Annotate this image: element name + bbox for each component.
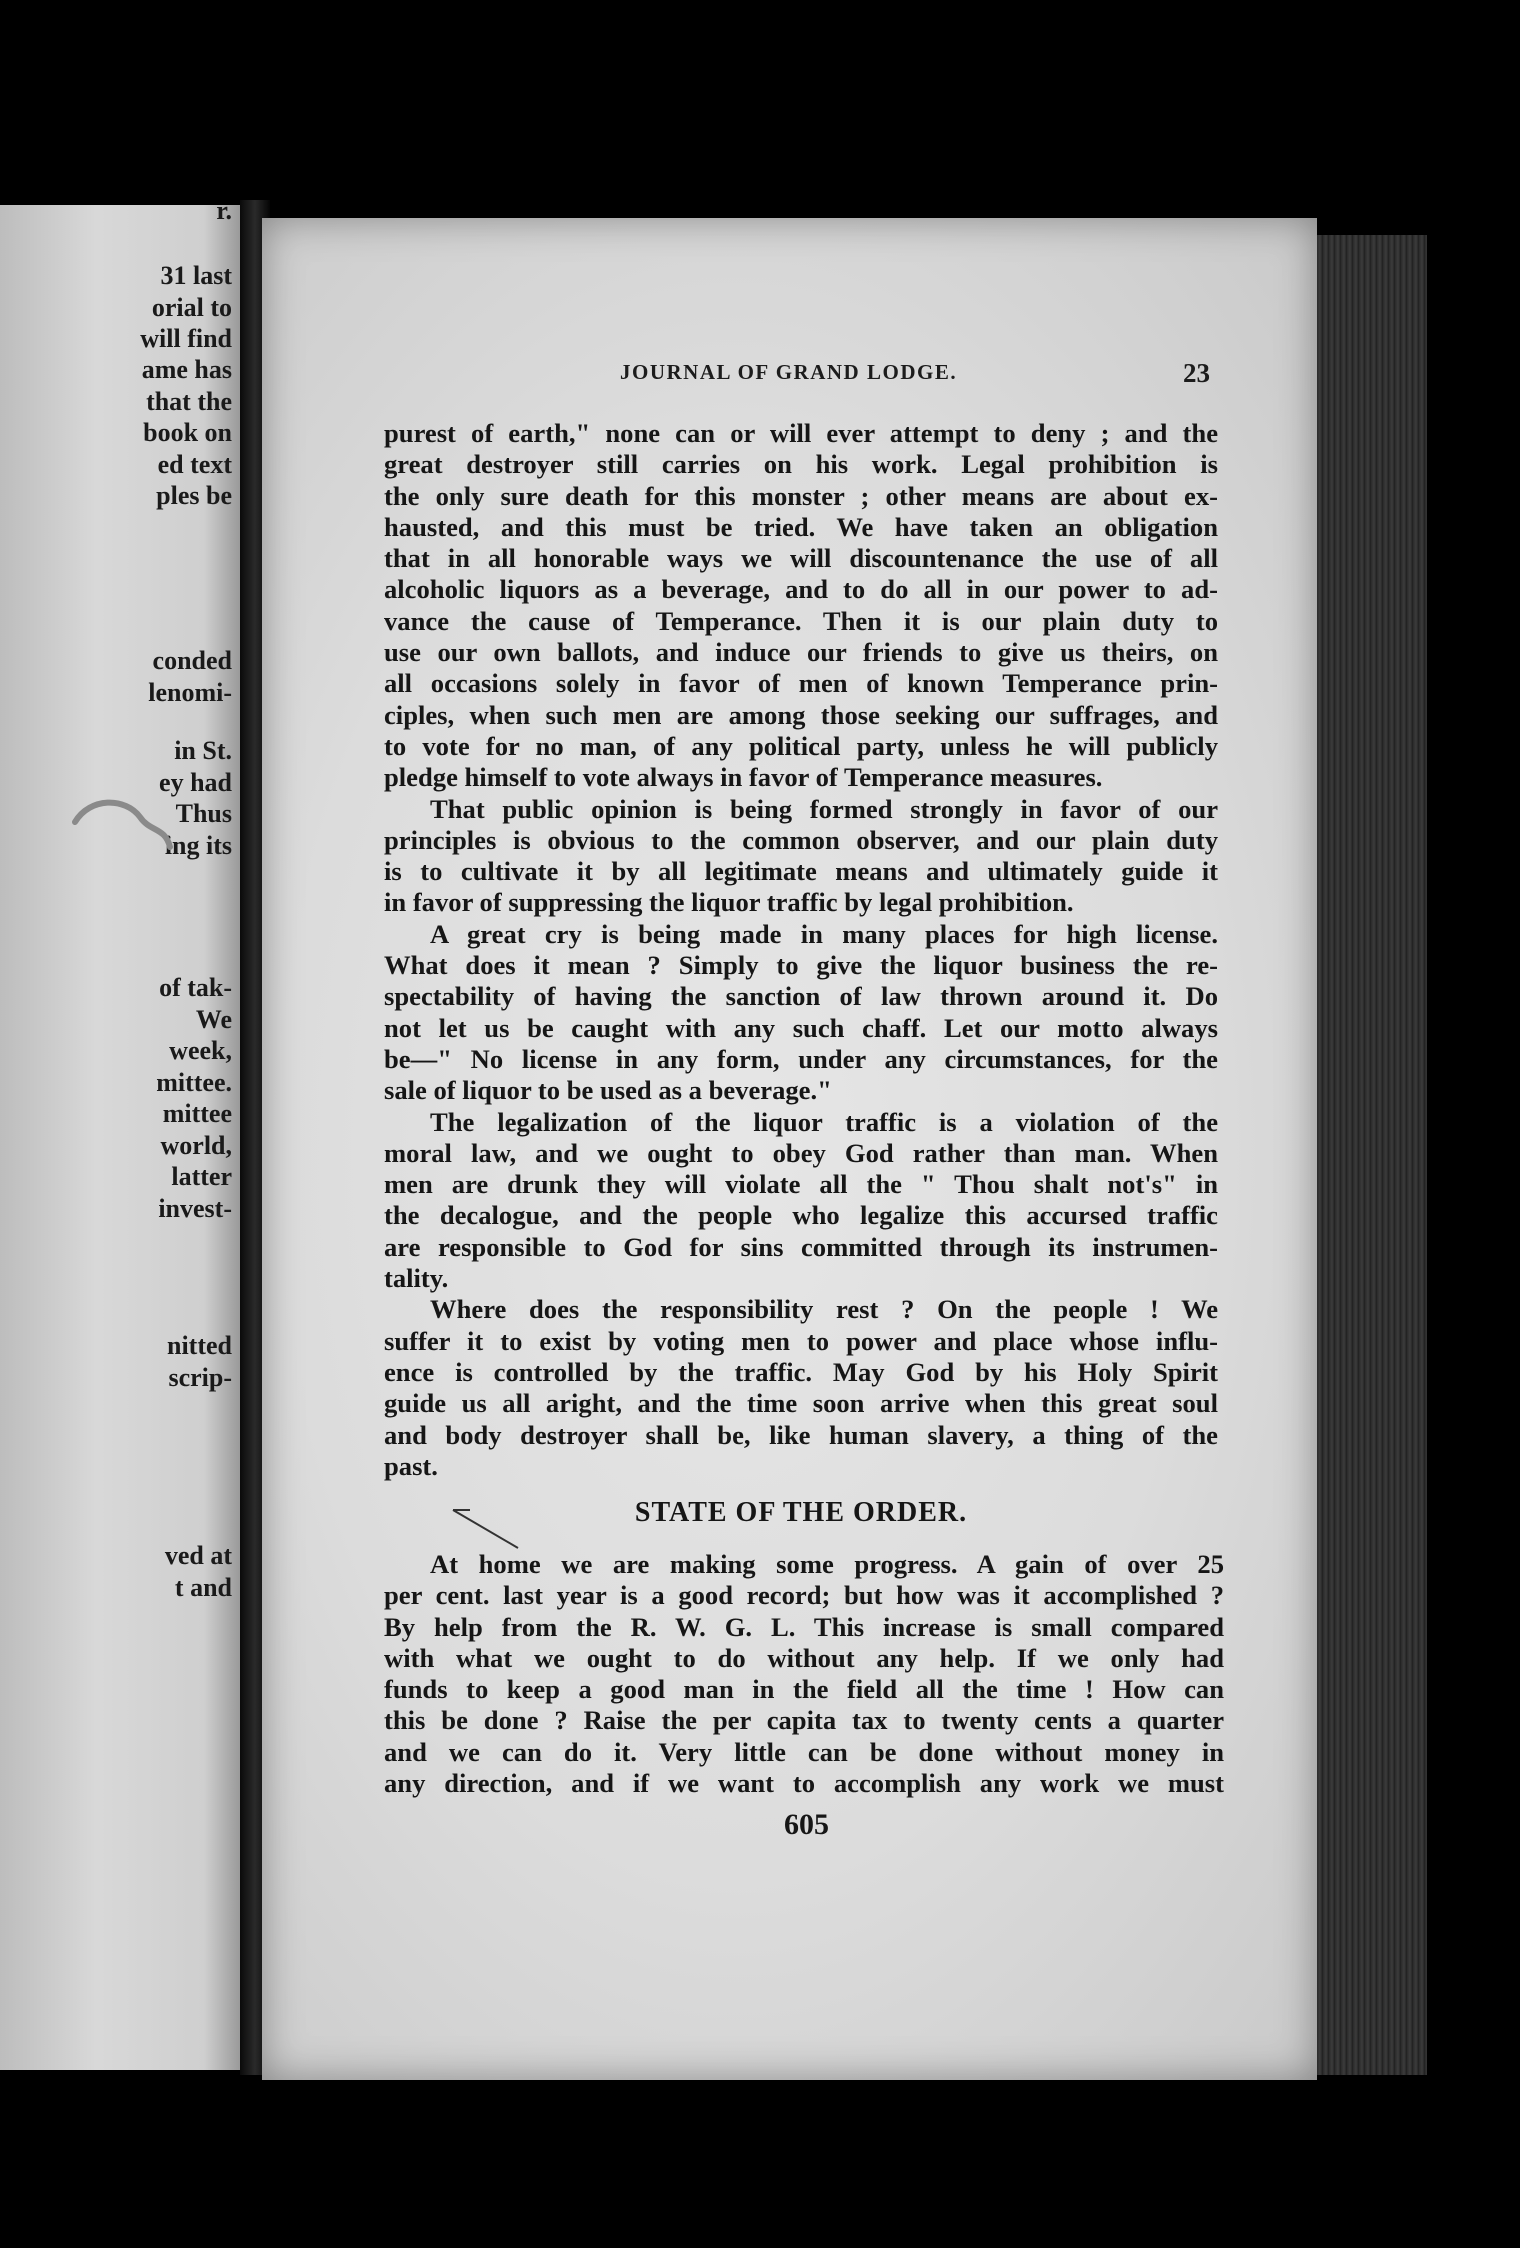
text-line: sale of liquor to be used as a beverage." xyxy=(384,1075,832,1106)
text-line: to vote for no man, of any political party, unless he will publicly xyxy=(384,730,1218,761)
left-page-text-fragment: t and xyxy=(174,1573,232,1602)
left-page-text-fragment: r. xyxy=(216,205,232,225)
pencil-scribble-mark xyxy=(70,792,180,862)
text-line: That public opinion is being formed strongly in favor of our xyxy=(430,793,1218,824)
text-line: What does it mean ? Simply to give the liquor business the re- xyxy=(384,950,1218,981)
left-page-text-fragment: world, xyxy=(160,1131,232,1160)
left-page-text-fragment: Thus xyxy=(175,799,232,828)
text-line: tality. xyxy=(384,1263,449,1294)
text-line: and we can do it. Very little can be done without money in xyxy=(384,1736,1224,1767)
text-line: per cent. last year is a good record; but how was it accomplished ? xyxy=(384,1580,1224,1611)
left-page-text-fragment: ey had xyxy=(159,768,232,797)
text-line: all occasions solely in favor of men of known Temperance prin- xyxy=(384,668,1218,699)
text-line: with what we ought to do without any help. If we only had xyxy=(384,1642,1224,1673)
page-number: 23 xyxy=(1183,358,1210,388)
text-line: principles is obvious to the common observer, and our plain duty xyxy=(384,824,1218,855)
left-page-text-fragment: conded xyxy=(152,646,232,675)
signature-number: 605 xyxy=(784,1808,829,1841)
body-text-top xyxy=(384,418,1218,1482)
left-page-text-fragment: orial to xyxy=(151,293,232,322)
text-line: any direction, and if we want to accomplish any work we must xyxy=(384,1768,1224,1799)
text-line: The legalization of the liquor traffic is a violation of the xyxy=(430,1106,1218,1137)
left-page-text-fragment: 31 last xyxy=(160,261,232,290)
left-page-text-fragment: ples be xyxy=(156,481,232,510)
text-line: purest of earth," none can or will ever attempt to deny ; and the xyxy=(384,418,1218,448)
text-line: Where does the responsibility rest ? On the people ! We xyxy=(430,1294,1218,1325)
running-head: JOURNAL OF GRAND LODGE. xyxy=(620,360,958,384)
left-page-text-fragment: lenomi- xyxy=(148,678,232,707)
left-page-text-fragment: ing its xyxy=(164,831,232,860)
text-line: are responsible to God for sins committed through its instrumen- xyxy=(384,1231,1218,1262)
left-page-text-fragment: invest- xyxy=(158,1194,232,1223)
text-line: not let us be caught with any such chaff. Let our motto always xyxy=(384,1012,1218,1043)
text-line: be—" No license in any form, under any circumstances, for the xyxy=(384,1043,1218,1074)
left-page-text-fragment: nitted xyxy=(167,1331,232,1360)
section-heading: STATE OF THE ORDER. xyxy=(634,1497,968,1528)
left-page-text-fragment: ed text xyxy=(157,450,232,479)
text-line: the only sure death for this monster ; other means are about ex- xyxy=(384,480,1218,511)
text-line: ciples, when such men are among those seeking our suffrages, and xyxy=(384,699,1218,730)
left-page-text-fragment: We xyxy=(195,1005,232,1034)
left-page-text-fragment: book on xyxy=(143,418,232,447)
text-line: pledge himself to vote always in favor of Temperance measures. xyxy=(384,762,1103,793)
left-page-text-fragment: will find xyxy=(140,324,232,353)
left-page-text-fragment: in St. xyxy=(174,736,232,765)
text-line: vance the cause of Temperance. Then it is our plain duty to xyxy=(384,605,1218,636)
left-page-text-fragment: ame has xyxy=(141,355,232,384)
text-line: that in all honorable ways we will discountenance the use of all xyxy=(384,543,1218,574)
text-line: this be done ? Raise the per capita tax to twenty cents a quarter xyxy=(384,1705,1224,1736)
text-line: great destroyer still carries on his work. Legal prohibition is xyxy=(384,449,1218,480)
text-line: past. xyxy=(384,1450,438,1481)
text-line: use our own ballots, and induce our friends to give us theirs, on xyxy=(384,637,1218,668)
text-line: ence is controlled by the traffic. May God by his Holy Spirit xyxy=(384,1356,1218,1387)
text-line: guide us all aright, and the time soon arrive when this great soul xyxy=(384,1388,1218,1419)
text-line: alcoholic liquors as a beverage, and to do all in our power to ad- xyxy=(384,574,1218,605)
left-page-text-fragment: week, xyxy=(169,1036,232,1065)
text-line: the decalogue, and the people who legalize this accursed traffic xyxy=(384,1200,1218,1231)
text-line: At home we are making some progress. A gain of over 25 xyxy=(430,1549,1224,1579)
left-page-text-fragment: ved at xyxy=(164,1541,232,1570)
text-line: hausted, and this must be tried. We have taken an obligation xyxy=(384,511,1218,542)
text-line: suffer it to exist by voting men to power and place whose influ- xyxy=(384,1325,1218,1356)
text-line: A great cry is being made in many places for high license. xyxy=(430,918,1218,949)
left-page-text-fragment: mittee xyxy=(162,1099,232,1128)
left-page-text-fragment: of tak- xyxy=(159,973,232,1002)
text-line: funds to keep a good man in the field all the time ! How can xyxy=(384,1674,1224,1705)
text-line: is to cultivate it by all legitimate means and ultimately guide it xyxy=(384,856,1218,887)
left-page-text-fragment: latter xyxy=(171,1162,232,1191)
text-line: spectability of having the sanction of law thrown around it. Do xyxy=(384,981,1218,1012)
text-line: and body destroyer shall be, like human slavery, a thing of the xyxy=(384,1419,1218,1450)
text-line: By help from the R. W. G. L. This increase is small compared xyxy=(384,1611,1224,1642)
text-line: in favor of suppressing the liquor traffic by legal prohibition. xyxy=(384,887,1074,918)
text-line: men are drunk they will violate all the " Thou shalt not's" in xyxy=(384,1169,1218,1200)
left-page-text-fragment: mittee. xyxy=(156,1068,232,1097)
left-page-text-fragment: scrip- xyxy=(168,1363,232,1392)
left-page-text-fragment: that the xyxy=(146,387,232,416)
body-text-bottom xyxy=(384,1549,1224,1799)
previous-page-fragment xyxy=(0,205,240,2070)
text-line: moral law, and we ought to obey God rather than man. When xyxy=(384,1137,1218,1168)
page-edges xyxy=(1317,235,1427,2075)
